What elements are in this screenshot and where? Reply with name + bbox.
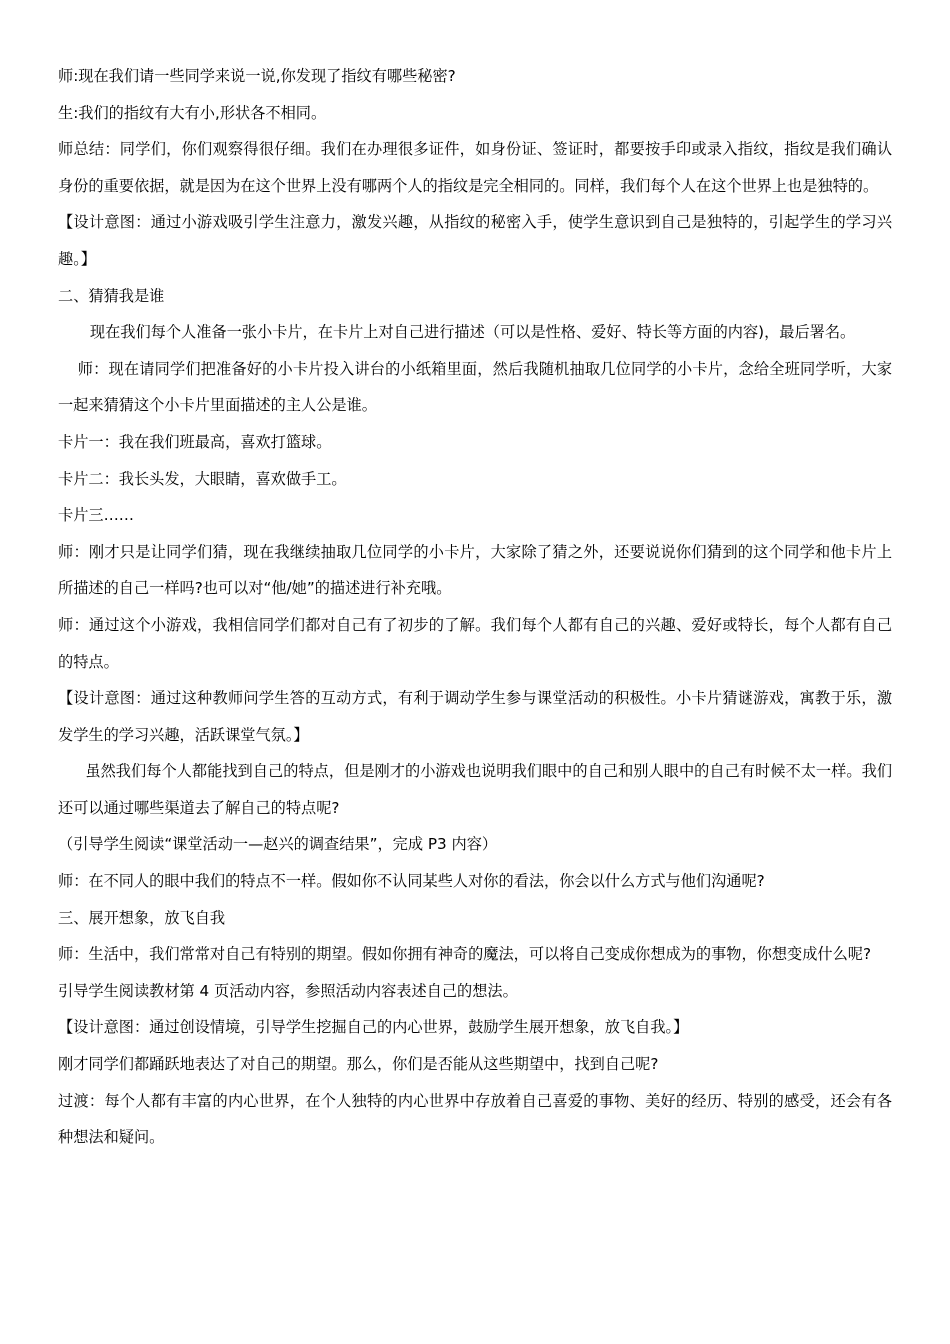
teacher-game-summary: 师：通过这个小游戏，我相信同学们都对自己有了初步的了解。我们每个人都有自己的兴趣、爱好或特长，每个人都有自己的特点。 <box>58 615 892 671</box>
expectation-question: 刚才同学们都踊跃地表达了对自己的期望。那么，你们是否能从这些期望中，找到自己呢? <box>58 1055 659 1074</box>
card-one: 卡片一：我在我们班最高，喜欢打篮球。 <box>58 432 332 451</box>
transition-inner-world: 过渡：每个人都有丰富的内心世界，在个人独特的内心世界中存放着自己喜爱的事物、美好的经历、特别的感受，还会有各种想法和疑问。 <box>58 1091 892 1147</box>
design-intent-2: 【设计意图：通过这种教师问学生答的互动方式，有利于调动学生参与课堂活动的积极性。小卡片猜谜游戏，寓教于乐，激发学生的学习兴趣，活跃课堂气氛。】 <box>58 689 892 744</box>
teacher-summary: 师总结：同学们，你们观察得很仔细。我们在办理很多证件，如身份证、签证时，都要按手印或录入指纹，指纹是我们确认身份的重要依据，就是因为在这个世界上没有哪两个人的指纹是完全相同的。同样，我们每个人在这个世界上也是独特的。 <box>58 140 892 195</box>
reading-guide-note: （引导学生阅读“课堂活动一—赵兴的调查结果”，完成 P3 内容） <box>58 835 498 854</box>
activity-instructions: 现在我们每个人准备一张小卡片，在卡片上对自己进行描述（可以是性格、爱好、特长等方面的内容)，最后署名。 <box>89 323 856 342</box>
teacher-card-instructions: 师：现在请同学们把准备好的小卡片投入讲台的小纸箱里面，然后我随机抽取几位同学的小卡片，念给全班同学听，大家一起来猜猜这个小卡片里面描述的主人公是谁。 <box>58 359 892 415</box>
transition-paragraph: 虽然我们每个人都能找到自己的特点，但是刚才的小游戏也说明我们眼中的自己和别人眼中的自己有时候不太一样。我们还可以通过哪些渠道去了解自己的特点呢? <box>58 762 892 817</box>
textbook-guide: 引导学生阅读教材第 4 页活动内容，参照活动内容表述自己的想法。 <box>58 981 518 1000</box>
card-three: 卡片三…… <box>58 506 134 525</box>
card-two: 卡片二：我长头发，大眼睛，喜欢做手工。 <box>58 469 347 488</box>
dialogue-student-answer: 生:我们的指纹有大有小,形状各不相同。 <box>58 103 327 122</box>
teacher-magic-question: 师：生活中，我们常常对自己有特别的期望。假如你拥有神奇的魔法，可以将自己变成你想成为的事物，你想变成什么呢? <box>58 945 871 964</box>
design-intent-3: 【设计意图：通过创设情境，引导学生挖掘自己的内心世界，鼓励学生展开想象，放飞自我。】 <box>58 1018 689 1037</box>
section-heading-2: 二、猜猜我是谁 <box>58 286 165 305</box>
teacher-continue-cards: 师：刚才只是让同学们猜，现在我继续抽取几位同学的小卡片，大家除了猜之外，还要说说你们猜到的这个同学和他卡片上所描述的自己一样吗?也可以对“他/她”的描述进行补充哦。 <box>58 542 892 598</box>
dialogue-teacher-question: 师:现在我们请一些同学来说一说,你发现了指纹有哪些秘密? <box>58 67 456 85</box>
design-intent-1: 【设计意图：通过小游戏吸引学生注意力，激发兴趣，从指纹的秘密入手，使学生意识到自己是独特的，引起学生的学习兴趣。】 <box>58 213 892 268</box>
section-heading-3: 三、展开想象，放飞自我 <box>58 908 226 927</box>
teacher-communication-question: 师：在不同人的眼中我们的特点不一样。假如你不认同某些人对你的看法，你会以什么方式与他们沟通呢? <box>58 872 765 891</box>
